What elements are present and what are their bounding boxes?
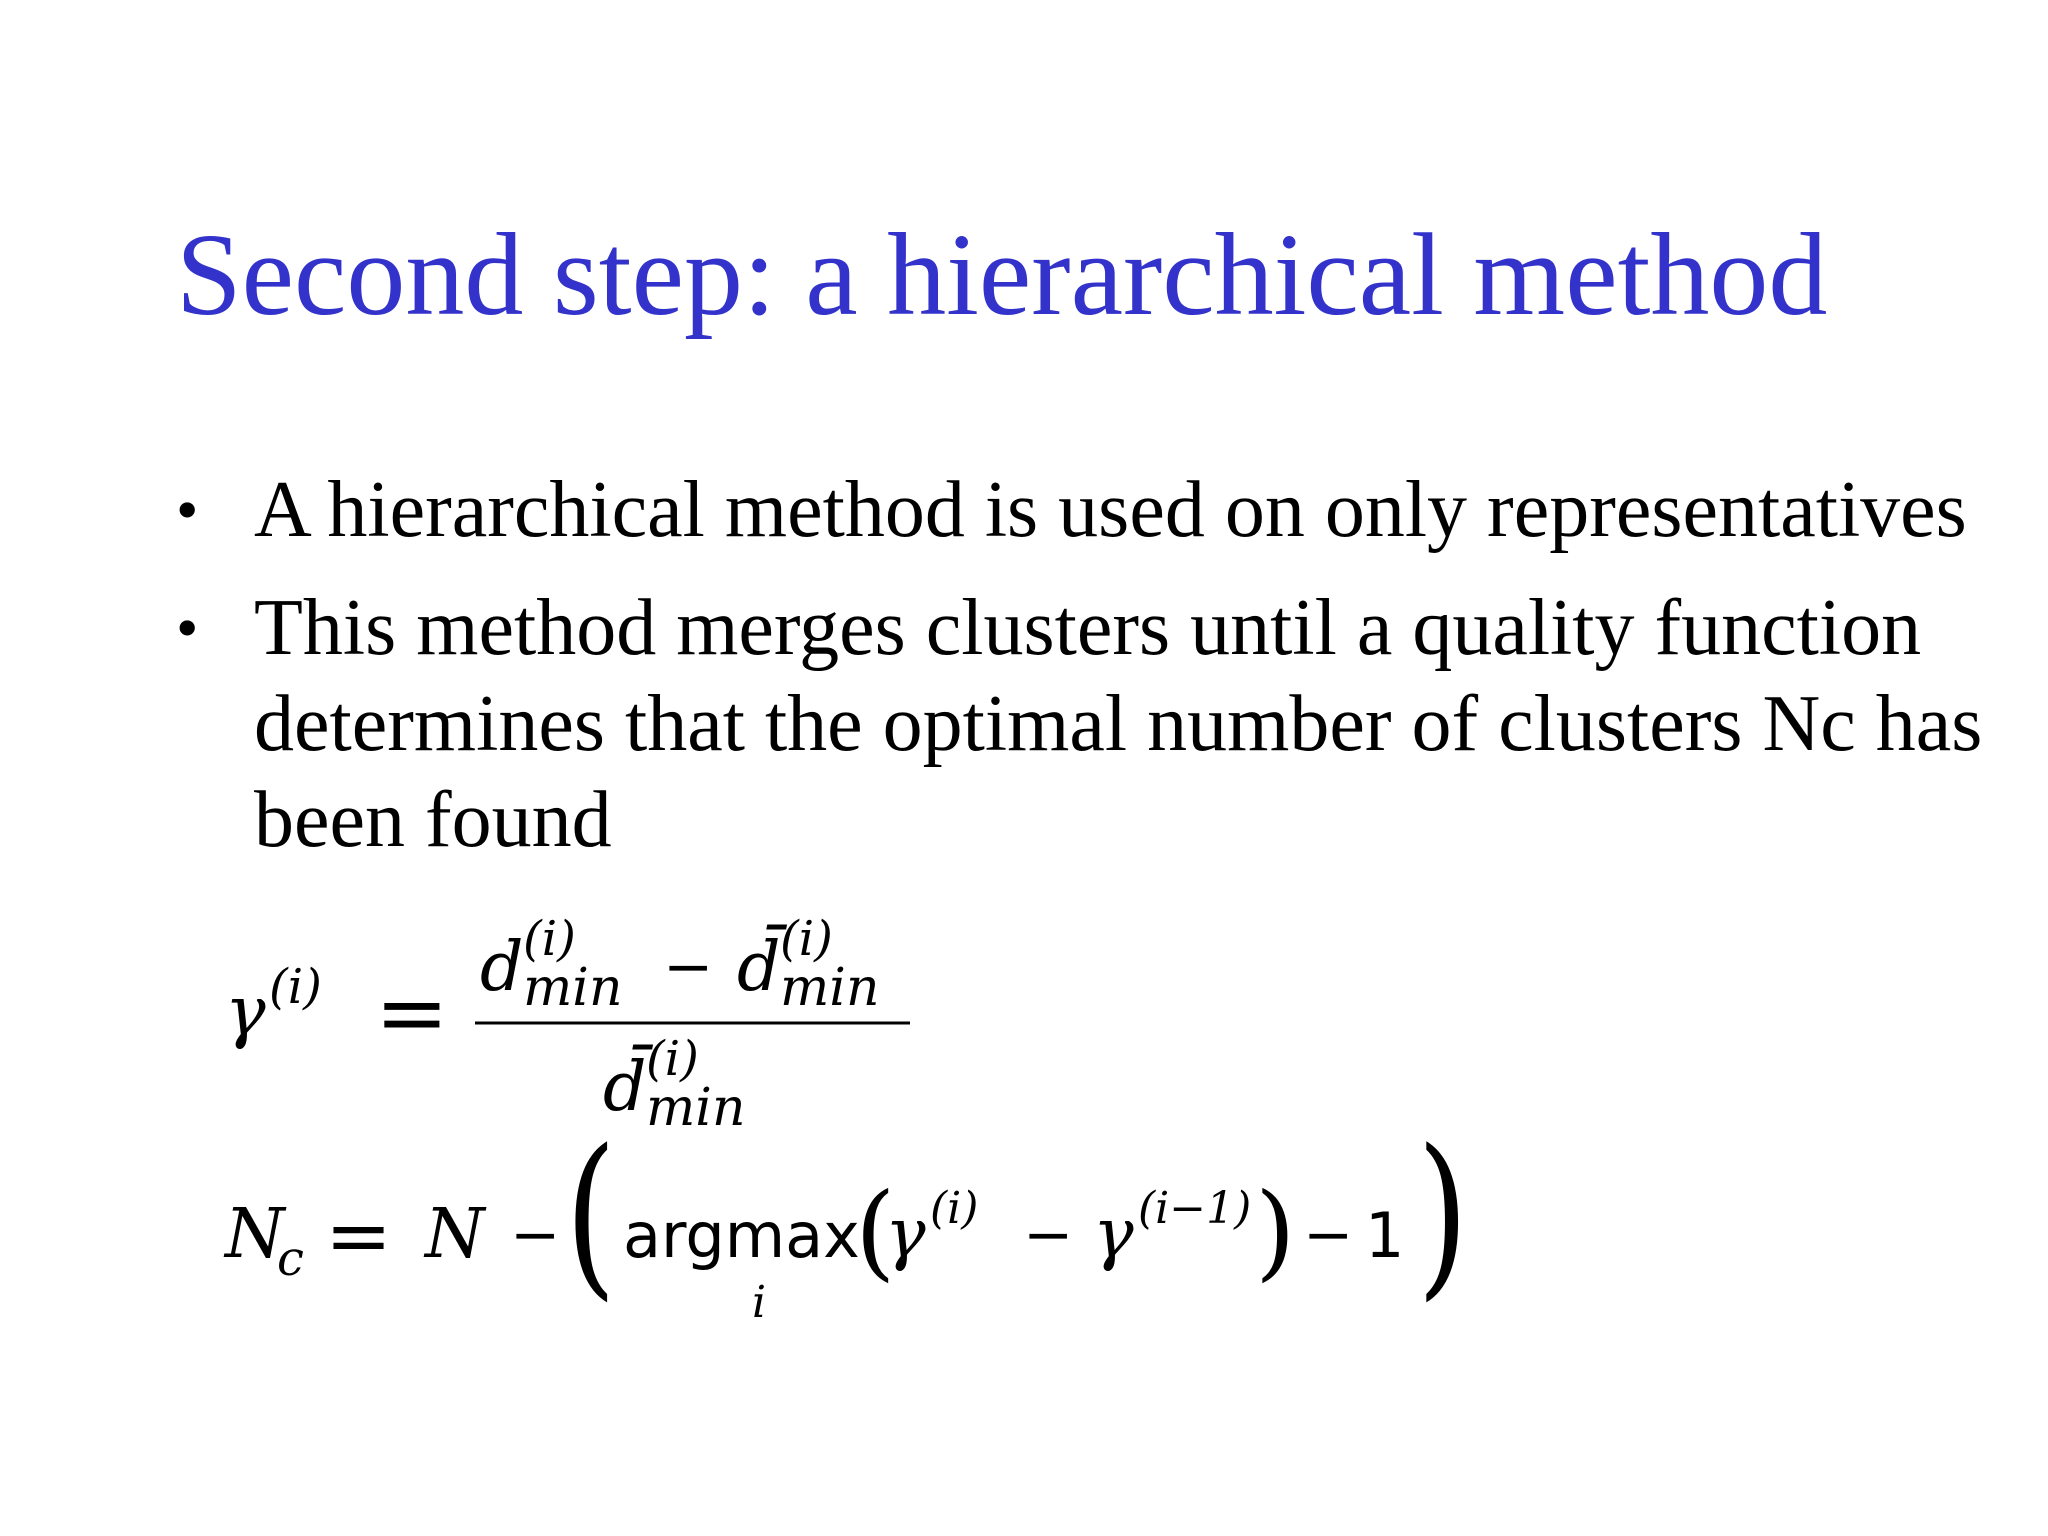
bullet-text-line: determines that the optimal number of clusters Nc has: [254, 680, 1983, 768]
gamma-superscript: (i): [269, 959, 322, 1015]
numerator-dbar-subscript: min: [780, 958, 880, 1018]
slide-title: Second step: a hierarchical method: [176, 209, 1828, 340]
nc-equation: [223, 1112, 1468, 1328]
equations-block: [225, 905, 1725, 1345]
equals-sign: =: [375, 961, 449, 1064]
constant-one: 1: [1365, 1199, 1405, 1272]
big-right-paren: ): [1417, 1112, 1469, 1317]
gamma-i-minus-1-superscript: (i−1): [1138, 1183, 1252, 1234]
numerator-dbar-superscript: (i): [780, 911, 833, 967]
bullet-item: [176, 580, 2016, 868]
gamma-i-minus-1-symbol: γ: [1093, 1195, 1134, 1274]
inner-minus: −: [1023, 1200, 1074, 1270]
denominator-subscript: min: [646, 1078, 746, 1138]
numerator-dbar-min: d̄: [737, 928, 781, 1007]
gamma-symbol: γ: [225, 973, 266, 1052]
inner-right-paren: ): [1255, 1170, 1296, 1292]
nc-rhs-n: N: [425, 1195, 485, 1274]
nc-lhs-subscript: c: [277, 1231, 304, 1287]
gamma-i-superscript: (i): [930, 1183, 979, 1234]
bullet-text-line: been found: [254, 776, 612, 864]
big-left-paren: (: [565, 1112, 617, 1317]
bullet-text-line: A hierarchical method is used on only representatives: [254, 466, 1967, 554]
nc-lhs-n: N: [225, 1195, 285, 1274]
numerator-minus: −: [663, 932, 714, 1002]
argmax-subscript: i: [752, 1277, 767, 1328]
argmax-operator: argmax: [623, 1199, 860, 1272]
bullet-text-line: This method merges clusters until a quality function: [254, 584, 1922, 672]
nc-equals-sign: =: [325, 1189, 393, 1282]
gamma-i-symbol: γ: [885, 1195, 926, 1274]
inner-left-paren: (: [855, 1170, 896, 1292]
denominator-superscript: (i): [646, 1031, 699, 1087]
minus-one-sign: −: [1303, 1200, 1354, 1270]
bullet-list: [176, 462, 2016, 890]
numerator-d-subscript: min: [523, 958, 623, 1018]
denominator-dbar-min: d̄: [603, 1048, 647, 1127]
equations-svg: [225, 905, 1725, 1345]
bullet-icon: •: [176, 474, 199, 545]
numerator-d-min: d: [480, 928, 524, 1007]
nc-minus: −: [510, 1200, 561, 1270]
bullet-icon: •: [176, 592, 199, 663]
gamma-equation: [225, 911, 910, 1138]
numerator-d-superscript: (i): [523, 911, 576, 967]
bullet-item: [176, 462, 2016, 558]
